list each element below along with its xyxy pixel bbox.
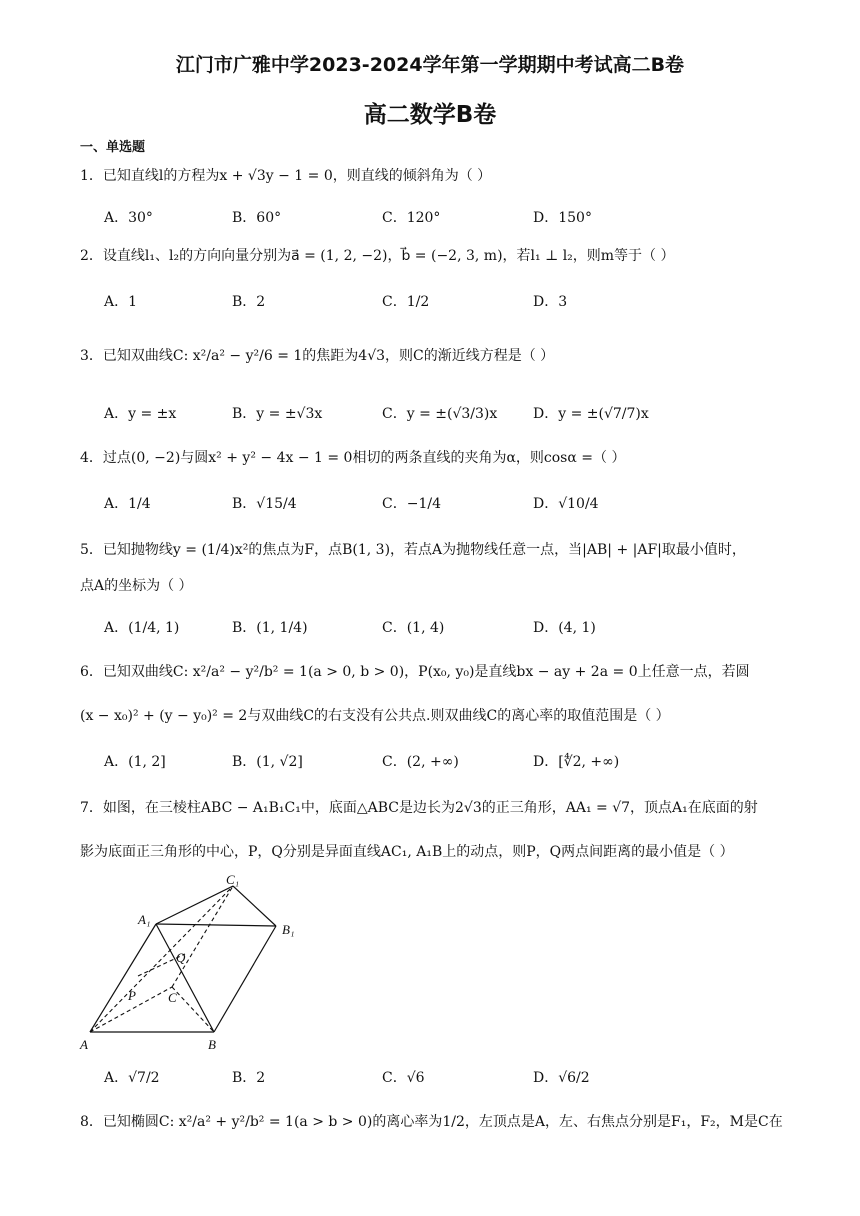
question-2-stem: 2．设直线l₁、l₂的方向向量分别为a⃗ = (1, 2, −2)，b⃗ = (−2, 3, m)，若l₁ ⊥ l₂，则m等于（ ）: [80, 248, 675, 264]
q7-option-a: A．√7/2: [104, 1070, 160, 1086]
q5-option-c: C．(1, 4): [382, 620, 445, 636]
q1-option-b: B．60°: [232, 210, 282, 226]
q4-option-c: C．−1/4: [382, 496, 441, 512]
q2-option-b: B．2: [232, 294, 266, 310]
q3-option-a: A．y = ±x: [104, 406, 177, 422]
edge-A1B1: [156, 924, 276, 926]
label-C1: C₁: [226, 872, 240, 887]
q5-option-a: A．(1/4, 1): [104, 620, 180, 636]
edge-AA1: [90, 924, 156, 1032]
question-3-stem: 3．已知双曲线C: x²/a² − y²/6 = 1的焦距为4√3，则C的渐近线方程是（ ）: [80, 348, 555, 364]
label-A: A: [80, 1037, 88, 1052]
q4-option-a: A．1/4: [104, 496, 151, 512]
question-6-stem-cont: (x − x₀)² + (y − y₀)² = 2与双曲线C的右支没有公共点.则双曲线C的离心率的取值范围是（ ）: [80, 708, 670, 724]
edge-A1B: [156, 924, 214, 1032]
question-8-stem: 8．已知椭圆C: x²/a² + y²/b² = 1(a > b > 0)的离心率为1/2，左顶点是A，左、右焦点分别是F₁，F₂，M是C在: [80, 1114, 783, 1130]
label-P: P: [128, 988, 136, 1003]
label-Q: Q: [176, 950, 186, 965]
label-A1: A₁: [138, 912, 151, 927]
q2-option-a: A．1: [104, 294, 138, 310]
question-7-stem-cont: 影为底面正三角形的中心，P，Q分别是异面直线AC₁, A₁B上的动点，则P，Q两点间距离的最小值是（ ）: [80, 844, 734, 860]
q7-option-d: D．√6/2: [533, 1070, 590, 1086]
edge-A1C1: [156, 886, 233, 924]
edge-AC1: [90, 886, 233, 1032]
q3-option-b: B．y = ±√3x: [232, 406, 323, 422]
q4-option-d: D．√10/4: [533, 496, 599, 512]
q4-option-b: B．√15/4: [232, 496, 297, 512]
question-7-stem: 7．如图，在三棱柱ABC − A₁B₁C₁中，底面△ABC是边长为2√3的正三角形，AA₁ = √7，顶点A₁在底面的射: [80, 800, 758, 816]
exam-subtitle: 高二数学B卷: [363, 102, 497, 128]
label-B1: B₁: [282, 922, 295, 937]
question-5-stem-cont: 点A的坐标为（ ）: [80, 578, 193, 594]
question-5-stem: 5．已知抛物线y = (1/4)x²的焦点为F，点B(1, 3)，若点A为抛物线任意一点，当|AB| + |AF|取最小值时，: [80, 542, 746, 558]
question-4-stem: 4．过点(0, −2)与圆x² + y² − 4x − 1 = 0相切的两条直线的夹角为α，则cosα =（ ）: [80, 450, 626, 466]
q7-option-c: C．√6: [382, 1070, 425, 1086]
q6-option-d: D．[∜2, +∞): [533, 754, 620, 770]
q6-option-a: A．(1, 2]: [104, 754, 166, 770]
q5-option-b: B．(1, 1/4): [232, 620, 308, 636]
question-6-stem: 6．已知双曲线C: x²/a² − y²/b² = 1(a > 0, b > 0)，P(x₀, y₀)是直线bx − ay + 2a = 0上任意一点，若圆: [80, 664, 750, 680]
q6-option-b: B．(1, √2]: [232, 754, 303, 770]
edge-C1B1: [233, 886, 276, 926]
q2-option-c: C．1/2: [382, 294, 430, 310]
q3-option-c: C．y = ±(√3/3)x: [382, 406, 498, 422]
exam-title: 江门市广雅中学2023-2024学年第一学期期中考试高二B卷: [175, 54, 685, 76]
q1-option-d: D．150°: [533, 210, 592, 226]
label-C: C: [168, 990, 177, 1005]
question-1-stem: 1．已知直线l的方程为x + √3y − 1 = 0，则直线的倾斜角为（ ）: [80, 168, 492, 184]
section-heading: 一、单选题: [80, 140, 146, 155]
q1-option-c: C．120°: [382, 210, 441, 226]
q3-option-d: D．y = ±(√7/7)x: [533, 406, 649, 422]
q1-option-a: A．30°: [104, 210, 153, 226]
q7-option-b: B．2: [232, 1070, 266, 1086]
label-B: B: [208, 1037, 216, 1052]
edge-BB1: [214, 926, 276, 1032]
triangular-prism-figure: [78, 872, 308, 1058]
q2-option-d: D．3: [533, 294, 568, 310]
q6-option-c: C．(2, +∞): [382, 754, 459, 770]
q5-option-d: D．(4, 1): [533, 620, 596, 636]
